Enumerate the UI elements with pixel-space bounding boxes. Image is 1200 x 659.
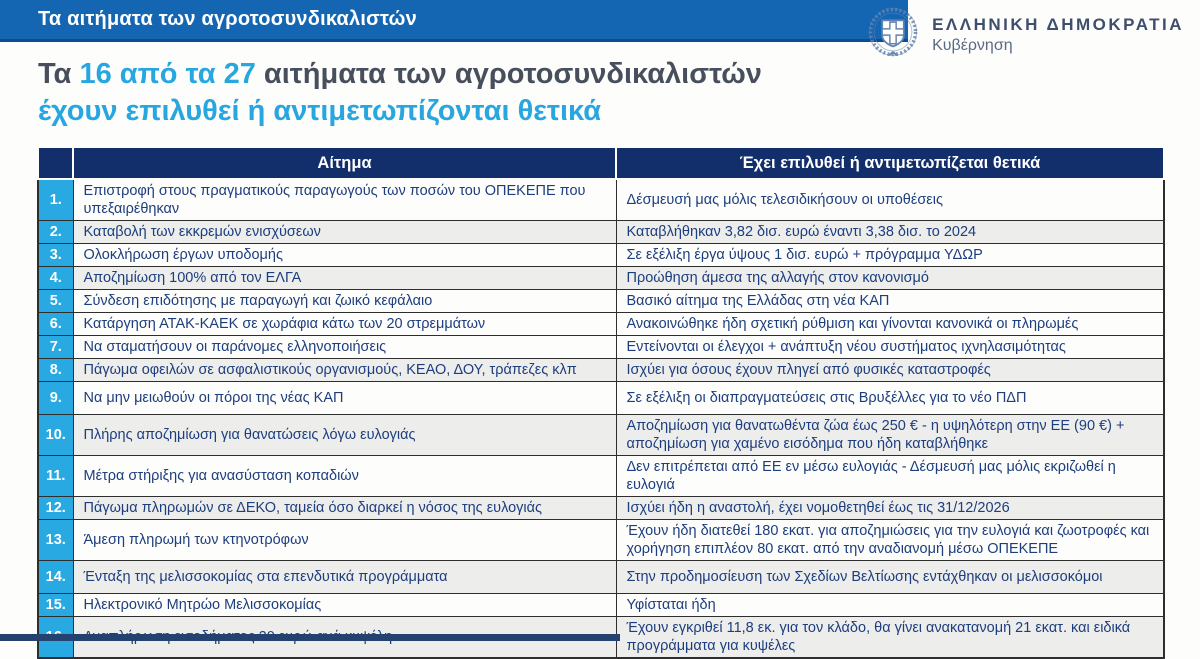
- row-number-cell: 5.: [38, 290, 73, 313]
- status-cell: Ισχύει για όσους έχουν πληγεί από φυσικές καταστροφές: [616, 359, 1164, 382]
- row-number-cell: 1.: [38, 179, 73, 221]
- title-suffix: αιτήματα των αγροτοσυνδικαλιστών: [255, 58, 762, 90]
- status-cell: Υφίσταται ήδη: [616, 594, 1164, 617]
- row-number-cell: 8.: [38, 359, 73, 382]
- status-cell: Έχουν εγκριθεί 11,8 εκ. για τον κλάδο, θα γίνει ανακατανομή 21 εκατ. και ειδικά προγράμματα για κυψέλες: [616, 617, 1164, 659]
- table-row: [38, 382, 1164, 415]
- table-row: [38, 221, 1164, 244]
- page-title-line2: έχουν επιλυθεί ή αντιμετωπίζονται θετικά: [38, 95, 602, 128]
- row-number-cell: 3.: [38, 244, 73, 267]
- row-number-cell: 4.: [38, 267, 73, 290]
- table-row: [38, 497, 1164, 520]
- banner-title: Τα αιτήματα των αγροτοσυνδικαλιστών: [38, 8, 417, 30]
- demands-table: [37, 146, 1165, 659]
- request-cell: Ολοκλήρωση έργων υποδομής: [73, 244, 616, 267]
- status-cell: Σε εξέλιξη έργα ύψους 1 δισ. ευρώ + πρόγραμμα ΥΔΩΡ: [616, 244, 1164, 267]
- table-row: [38, 336, 1164, 359]
- status-cell: Δεν επιτρέπεται από ΕΕ εν μέσω ευλογιάς - Δέσμευσή μας μόλις εκριζωθεί η ευλογιά: [616, 456, 1164, 497]
- status-cell: Δέσμευσή μας μόλις τελεσιδικήσουν οι υποθέσεις: [616, 179, 1164, 221]
- row-number-cell: 13.: [38, 520, 73, 561]
- row-number-cell: 11.: [38, 456, 73, 497]
- header-status: Έχει επιλυθεί ή αντιμετωπίζεται θετικά: [616, 147, 1164, 179]
- status-cell: Ανακοινώθηκε ήδη σχετική ρύθμιση και γίνονται κανονικά οι πληρωμές: [616, 313, 1164, 336]
- logo-line-government: Κυβέρνηση: [932, 36, 1013, 54]
- table-row: [38, 359, 1164, 382]
- title-highlight-count: 16 από τα 27: [79, 58, 256, 90]
- row-number-cell: 14.: [38, 561, 73, 594]
- request-cell: Άμεση πληρωμή των κτηνοτρόφων: [73, 520, 616, 561]
- title-prefix: Τα: [38, 58, 80, 90]
- table-row: [38, 561, 1164, 594]
- status-cell: Καταβλήθηκαν 3,82 δισ. ευρώ έναντι 3,38 δισ. το 2024: [616, 221, 1164, 244]
- request-cell: Να μην μειωθούν οι πόροι της νέας ΚΑΠ: [73, 382, 616, 415]
- table-row: [38, 594, 1164, 617]
- page-title: [38, 56, 1138, 130]
- row-number-cell: 7.: [38, 336, 73, 359]
- status-cell: Έχουν ήδη διατεθεί 180 εκατ. για αποζημιώσεις για την ευλογιά και ζωοτροφές και χορήγηση επιπλέον 80 εκατ. από την αναδιανομή μέσω ΟΠΕΚΕΠΕ: [616, 520, 1164, 561]
- table-row: [38, 244, 1164, 267]
- status-cell: Προώθηση άμεσα της αλλαγής στον κανονισμό: [616, 267, 1164, 290]
- row-number-cell: 6.: [38, 313, 73, 336]
- header-request: Αίτημα: [73, 147, 616, 179]
- row-number-cell: 12.: [38, 497, 73, 520]
- table-row: [38, 290, 1164, 313]
- request-cell: Πάγωμα πληρωμών σε ΔΕΚΟ, ταμεία όσο διαρκεί η νόσος της ευλογιάς: [73, 497, 616, 520]
- request-cell: Καταβολή των εκκρεμών ενισχύσεων: [73, 221, 616, 244]
- page-title-line1: [38, 56, 1138, 93]
- status-cell: Ισχύει ήδη η αναστολή, έχει νομοθετηθεί έως τις 31/12/2026: [616, 497, 1164, 520]
- header-number-cell: [38, 147, 73, 179]
- status-cell: Σε εξέλιξη οι διαπραγματεύσεις στις Βρυξέλλες για το νέο ΠΔΠ: [616, 382, 1164, 415]
- request-cell: Μέτρα στήριξης για ανασύσταση κοπαδιών: [73, 456, 616, 497]
- status-cell: Στην προδημοσίευση των Σχεδίων Βελτίωσης εντάχθηκαν οι μελισσοκόμοι: [616, 561, 1164, 594]
- row-number-cell: 10.: [38, 415, 73, 456]
- row-number-cell: 2.: [38, 221, 73, 244]
- table-body: [38, 179, 1164, 658]
- row-number-cell: 15.: [38, 594, 73, 617]
- logo-line-hellenic-republic: ΕΛΛΗΝΙΚΗ ΔΗΜΟΚΡΑΤΙΑ: [932, 15, 1184, 35]
- status-cell: Βασικό αίτημα της Ελλάδας στη νέα ΚΑΠ: [616, 290, 1164, 313]
- request-cell: Ένταξη της μελισσοκομίας στα επενδυτικά προγράμματα: [73, 561, 616, 594]
- government-logo-text: [932, 14, 1184, 54]
- request-cell: Πλήρης αποζημίωση για θανατώσεις λόγω ευλογιάς: [73, 415, 616, 456]
- row-number-cell: 9.: [38, 382, 73, 415]
- next-section-partial-bar: [0, 634, 620, 641]
- request-cell: Πάγωμα οφειλών σε ασφαλιστικούς οργανισμούς, ΚΕΑΟ, ΔΟΥ, τράπεζες κλπ: [73, 359, 616, 382]
- request-cell: Ηλεκτρονικό Μητρώο Μελισσοκομίας: [73, 594, 616, 617]
- table-row: [38, 179, 1164, 221]
- table-row: [38, 456, 1164, 497]
- request-cell: Σύνδεση επιδότησης με παραγωγή και ζωικό κεφάλαιο: [73, 290, 616, 313]
- request-cell: Κατάργηση ΑΤΑΚ-ΚΑΕΚ σε χωράφια κάτω των 20 στρεμμάτων: [73, 313, 616, 336]
- request-cell: Αποζημίωση 100% από τον ΕΛΓΑ: [73, 267, 616, 290]
- request-cell: Να σταματήσουν οι παράνομες ελληνοποιήσεις: [73, 336, 616, 359]
- top-banner: [0, 0, 908, 42]
- request-cell: Επιστροφή στους πραγματικούς παραγωγούς των ποσών του ΟΠΕΚΕΠΕ που υπεξαιρέθηκαν: [73, 179, 616, 221]
- status-cell: Αποζημίωση για θανατωθέντα ζώα έως 250 € - η υψηλότερη στην ΕΕ (90 €) + αποζημίωση για χαμένο εισόδημα που ήδη καταβλήθηκε: [616, 415, 1164, 456]
- table-row: [38, 313, 1164, 336]
- table-header: [38, 147, 1164, 179]
- table-row: [38, 520, 1164, 561]
- table-row: [38, 415, 1164, 456]
- status-cell: Εντείνονται οι έλεγχοι + ανάπτυξη νέου συστήματος ιχνηλασιμότητας: [616, 336, 1164, 359]
- table-row: [38, 267, 1164, 290]
